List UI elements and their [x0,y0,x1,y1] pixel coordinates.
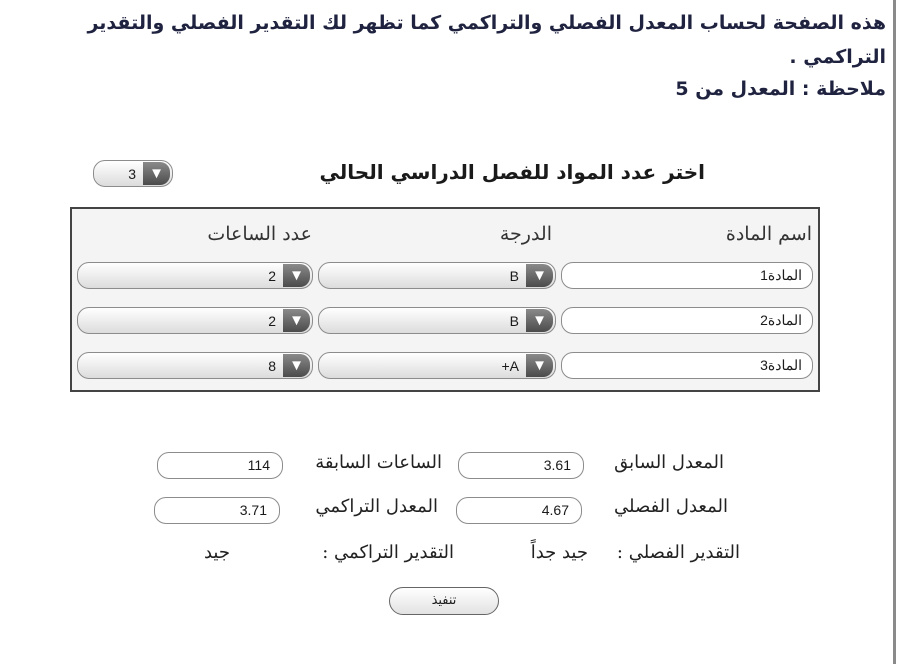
prev-gpa-label: المعدل السابق [614,452,724,473]
course-name-input[interactable]: المادة3 [561,352,813,379]
header-grade: الدرجة [499,223,552,245]
header-hours: عدد الساعات [207,223,312,245]
sem-gpa-label: المعدل الفصلي [614,496,728,517]
sem-grade-label: التقدير الفصلي : [616,542,740,563]
cum-gpa-field[interactable]: 3.71 [154,497,280,524]
course-count-label: اختر عدد المواد للفصل الدراسي الحالي [319,160,705,184]
sem-gpa-field[interactable]: 4.67 [456,497,582,524]
intro-text: هذه الصفحة لحساب المعدل الفصلي والتراكمي كما تظهر لك التقدير الفصلي والتقدير التراكمي . [87,12,886,68]
execute-button[interactable]: تنفيذ [389,587,499,615]
chevron-down-icon: ▼ [526,309,553,332]
hours-select[interactable] [77,262,313,289]
chevron-down-icon: ▼ [526,264,553,287]
header-course-name: اسم المادة [725,223,812,245]
cum-grade-value: جيد [203,542,230,563]
course-name-input[interactable]: المادة1 [561,262,813,289]
course-name-input[interactable]: المادة2 [561,307,813,334]
hours-value: 2 [268,268,276,284]
hours-value: 2 [268,313,276,329]
hours-select[interactable] [77,307,313,334]
grade-value: B [509,268,519,284]
hours-select[interactable] [77,352,313,379]
chevron-down-icon: ▼ [283,354,310,377]
grade-select[interactable] [318,352,556,379]
grade-select[interactable] [318,307,556,334]
scale-note: ملاحظة : المعدل من 5 [675,78,886,100]
grade-value: B [509,313,519,329]
cum-gpa-label: المعدل التراكمي [315,496,438,517]
cum-grade-label: التقدير التراكمي : [322,542,454,563]
chevron-down-icon: ▼ [526,354,553,377]
chevron-down-icon: ▼ [143,162,170,185]
prev-gpa-field[interactable]: 3.61 [458,452,584,479]
prev-hours-label: الساعات السابقة [315,452,442,473]
course-count-value: 3 [128,166,136,182]
chevron-down-icon: ▼ [283,264,310,287]
prev-hours-field[interactable]: 114 [157,452,283,479]
courses-table [70,207,820,392]
hours-value: 8 [268,358,276,374]
course-count-select[interactable] [93,160,173,187]
grade-select[interactable] [318,262,556,289]
grade-value: +A [501,358,519,374]
chevron-down-icon: ▼ [283,309,310,332]
sem-grade-value: جيد جداً [530,542,588,563]
page-right-border [893,0,896,664]
